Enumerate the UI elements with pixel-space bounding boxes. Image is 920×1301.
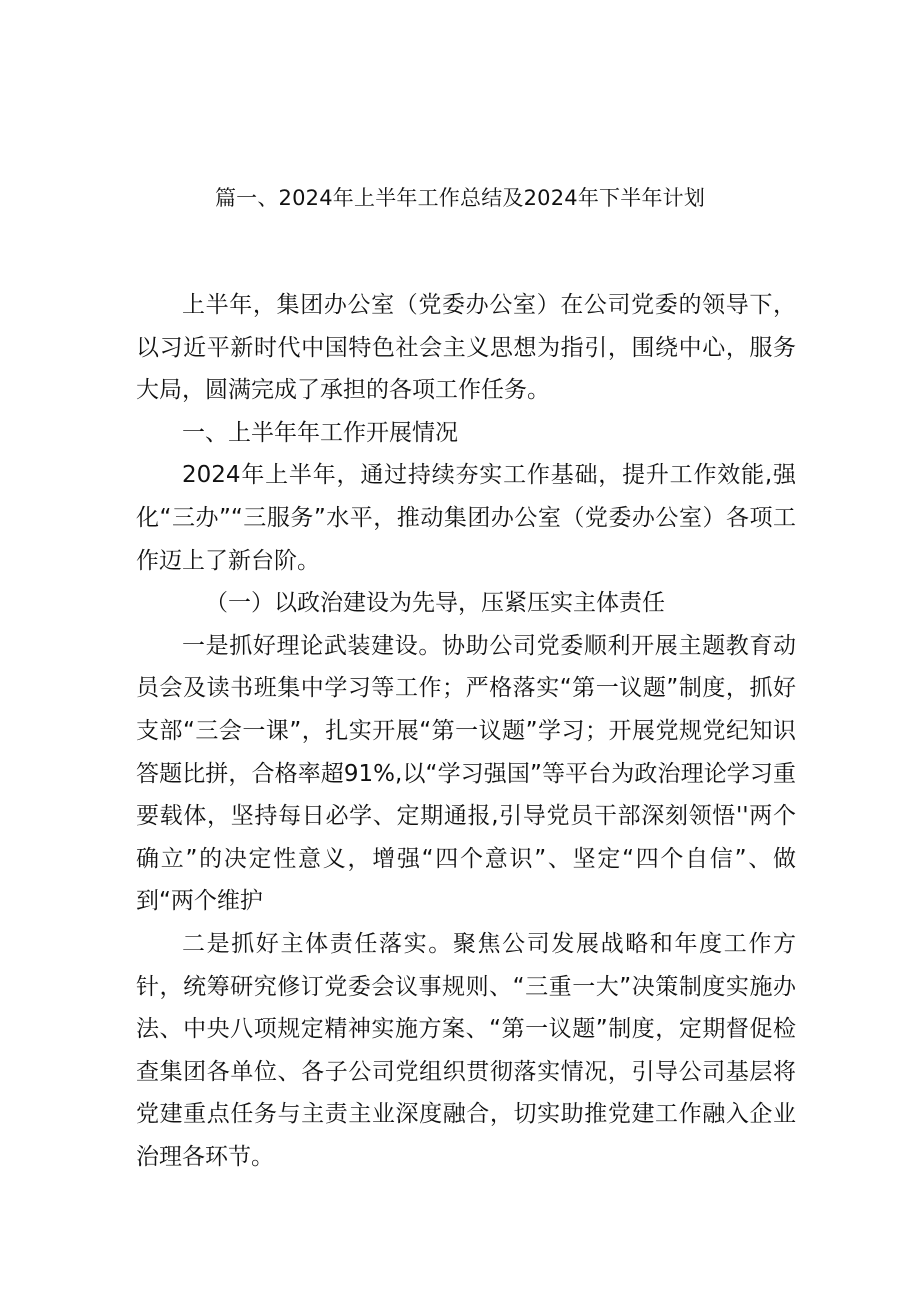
paragraph-theory: 一是抓好理论武装建设。协助公司党委顺利开展主题教育动员会及读书班集中学习等工作；严格落实“第一议题”制度，抓好支部“三会一课”，扎实开展“第一议题”学习；开展党规党纪知识答题比拼，合格率超91%,以“学习强国”等平台为政治理论学习重要载体，坚持每日必学、定期通报,引导党员干部深刻领悟''两个确立”的决定性意义，增强“四个意识”、坚定“四个自信”、做到“两个维护 [136,632,796,915]
paragraph-responsibility: 二是抓好主体责任落实。聚焦公司发展战略和年度工作方针，统筹研究修订党委会议事规则、“三重一大”决策制度实施办法、中央八项规定精神实施方案、“第一议题”制度，定期督促检查集团各单位、各子公司党组织贯彻落实情况，引导公司基层将党建重点任务与主责主业深度融合，切实助推党建工作融入企业治理各环节。 [136,930,796,1170]
paragraph-intro: 上半年，集团办公室（党委办公室）在公司党委的领导下，以习近平新时代中国特色社会主义思想为指引，围绕中心，服务大局，圆满完成了承担的各项工作任务。 [136,292,796,404]
document-body [136,284,796,1178]
paragraph-overview: 2024年上半年，通过持续夯实工作基础，提升工作效能,强化“三办”“三服务”水平，推动集团办公室（党委办公室）各项工作迈上了新台阶。 [136,462,796,574]
document-title: 篇一、2024年上半年工作总结及2024年下半年计划 [214,186,706,210]
section-heading-1: 一、上半年年工作开展情况 [182,419,458,446]
subsection-heading-1: （一）以政治建设为先导，压紧压实主体责任 [205,590,665,617]
